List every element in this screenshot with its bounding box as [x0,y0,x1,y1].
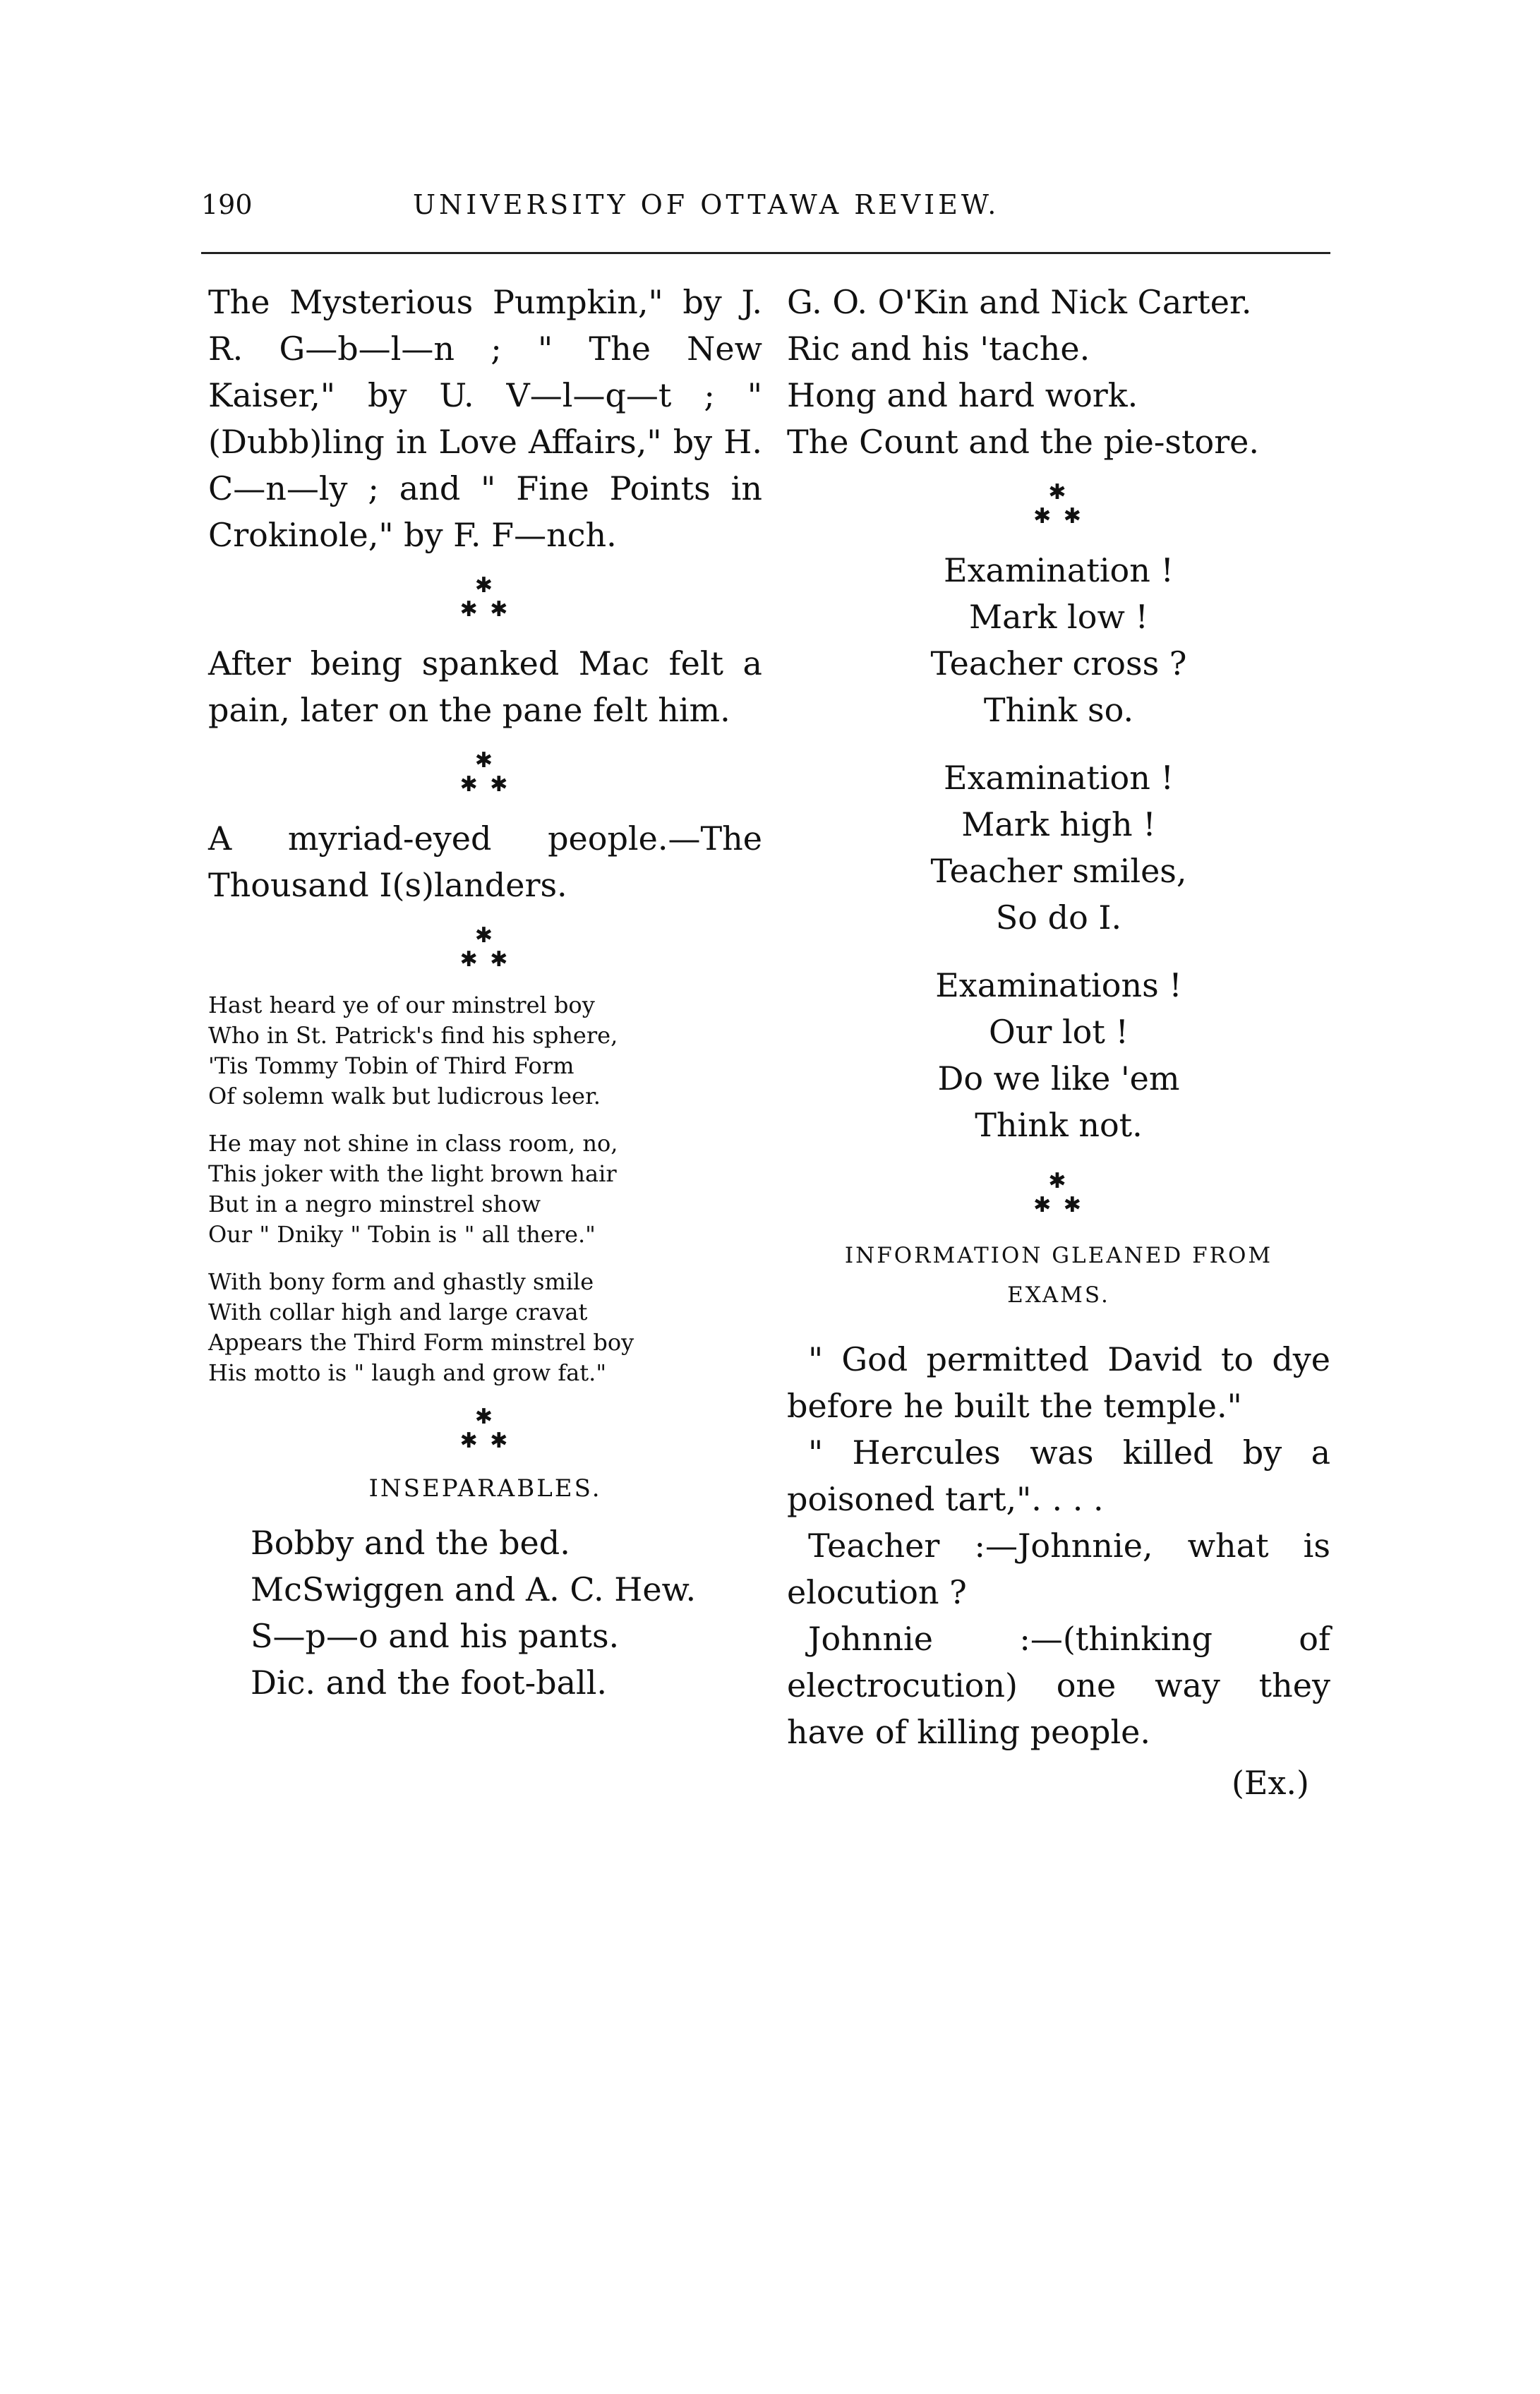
asterism-divider: ✱ ✱ ✱ [459,923,511,972]
verse-line: Teacher cross ? [930,644,1187,682]
asterism-divider: ✱ ✱ ✱ [1033,1169,1084,1217]
verse-line: Think so. [983,691,1134,729]
verse-line: Mark low ! [969,598,1148,636]
heading-line: INFORMATION GLEANED FROM [844,1243,1273,1268]
poem-line: With collar high and large cravat [208,1299,588,1325]
verse-line: Examinations ! [935,966,1182,1004]
page-header [201,189,1330,231]
poem-line: His motto is " laugh and grow fat." [208,1359,607,1386]
poem-stanza-1 [208,990,762,1112]
list-item: Bobby and the bed. [251,1524,570,1562]
list-item: Ric and his 'tache. [787,330,1090,368]
inseparables-list [208,1520,762,1706]
asterism-divider: ✱ ✱ ✱ [1033,480,1084,529]
quote-elocution-question: Teacher :—Johnnie, what is elocution ? [787,1527,1330,1611]
verse-line: Mark high ! [961,805,1156,843]
poem-stanza-2 [208,1129,762,1250]
poem-stanza-3 [208,1267,762,1388]
poem-line: He may not shine in class room, no, [208,1130,618,1157]
list-item: Dic. and the foot-ball. [251,1664,608,1702]
quote-hercules: " Hercules was killed by a poisoned tart,". . . . [787,1433,1330,1518]
section-heading-inseparables: INSEPARABLES. [368,1474,602,1503]
verse-line: Examination ! [944,759,1174,797]
verse-line: Think not. [975,1106,1143,1144]
verse-line: Do we like 'em [937,1059,1180,1097]
exam-verse-3 [787,962,1330,1148]
source-citation: (Ex.) [1231,1764,1309,1802]
asterism-divider: ✱ ✱ ✱ [459,573,511,622]
asterism-divider: ✱ ✱ ✱ [459,1404,511,1453]
quote-elocution-answer: Johnnie :—(thinking of electrocution) one way they have of killing people. [787,1620,1330,1751]
quote-david: " God permitted David to dye before he built the temple." [787,1340,1330,1425]
poem-line: Hast heard ye of our minstrel boy [208,992,595,1018]
poem-line: With bony form and ghastly smile [208,1268,594,1295]
list-item: S—p—o and his pants. [251,1617,620,1655]
poem-line: Who in St. Patrick's find his sphere, [208,1022,618,1049]
poem-line: But in a negro minstrel show [208,1191,541,1217]
left-paragraph-spanked: After being spanked Mac felt a pain, later on the pane felt him. [208,644,762,729]
list-item: The Count and the pie-store. [787,423,1260,461]
right-column [787,279,1330,1806]
running-title: UNIVERSITY OF OTTAWA REVIEW. [413,189,1000,220]
verse-line: Teacher smiles, [930,852,1187,890]
left-paragraph-titles: The Mysterious Pumpkin," by J. R. G—b—l—n ; " The New Kaiser," by U. V—l—q—t ; "(Dubb)ling in Love Affairs," by H. C—n—ly ; and " Fine Points in Crokinole," by F. F—nch. [208,283,762,554]
exam-verse-1 [787,547,1330,733]
asterism-divider: ✱ ✱ ✱ [459,748,511,797]
page-number: 190 [201,189,253,220]
heading-line: EXAMS. [1007,1282,1110,1308]
poem-line: Of solemn walk but ludicrous leer. [208,1083,601,1109]
poem-line: 'Tis Tommy Tobin of Third Form [208,1052,575,1079]
verse-line: So do I. [995,898,1122,937]
left-paragraph-myriad: A myriad-eyed people.—The Thousand I(s)landers. [208,819,762,904]
exam-verse-2 [787,754,1330,941]
list-item: McSwiggen and A. C. Hew. [251,1570,697,1608]
list-item: Hong and hard work. [787,376,1138,414]
section-heading-information [787,1236,1330,1315]
list-item: G. O. O'Kin and Nick Carter. [787,283,1252,321]
poem-line: Our " Dniky " Tobin is " all there." [208,1221,596,1248]
header-rule [201,252,1330,254]
poem-line: Appears the Third Form minstrel boy [208,1329,634,1356]
inseparables-continued [787,279,1330,465]
verse-line: Examination ! [944,551,1174,589]
verse-line: Our lot ! [989,1013,1129,1051]
poem-line: This joker with the light brown hair [208,1160,617,1187]
left-column [208,279,762,1706]
